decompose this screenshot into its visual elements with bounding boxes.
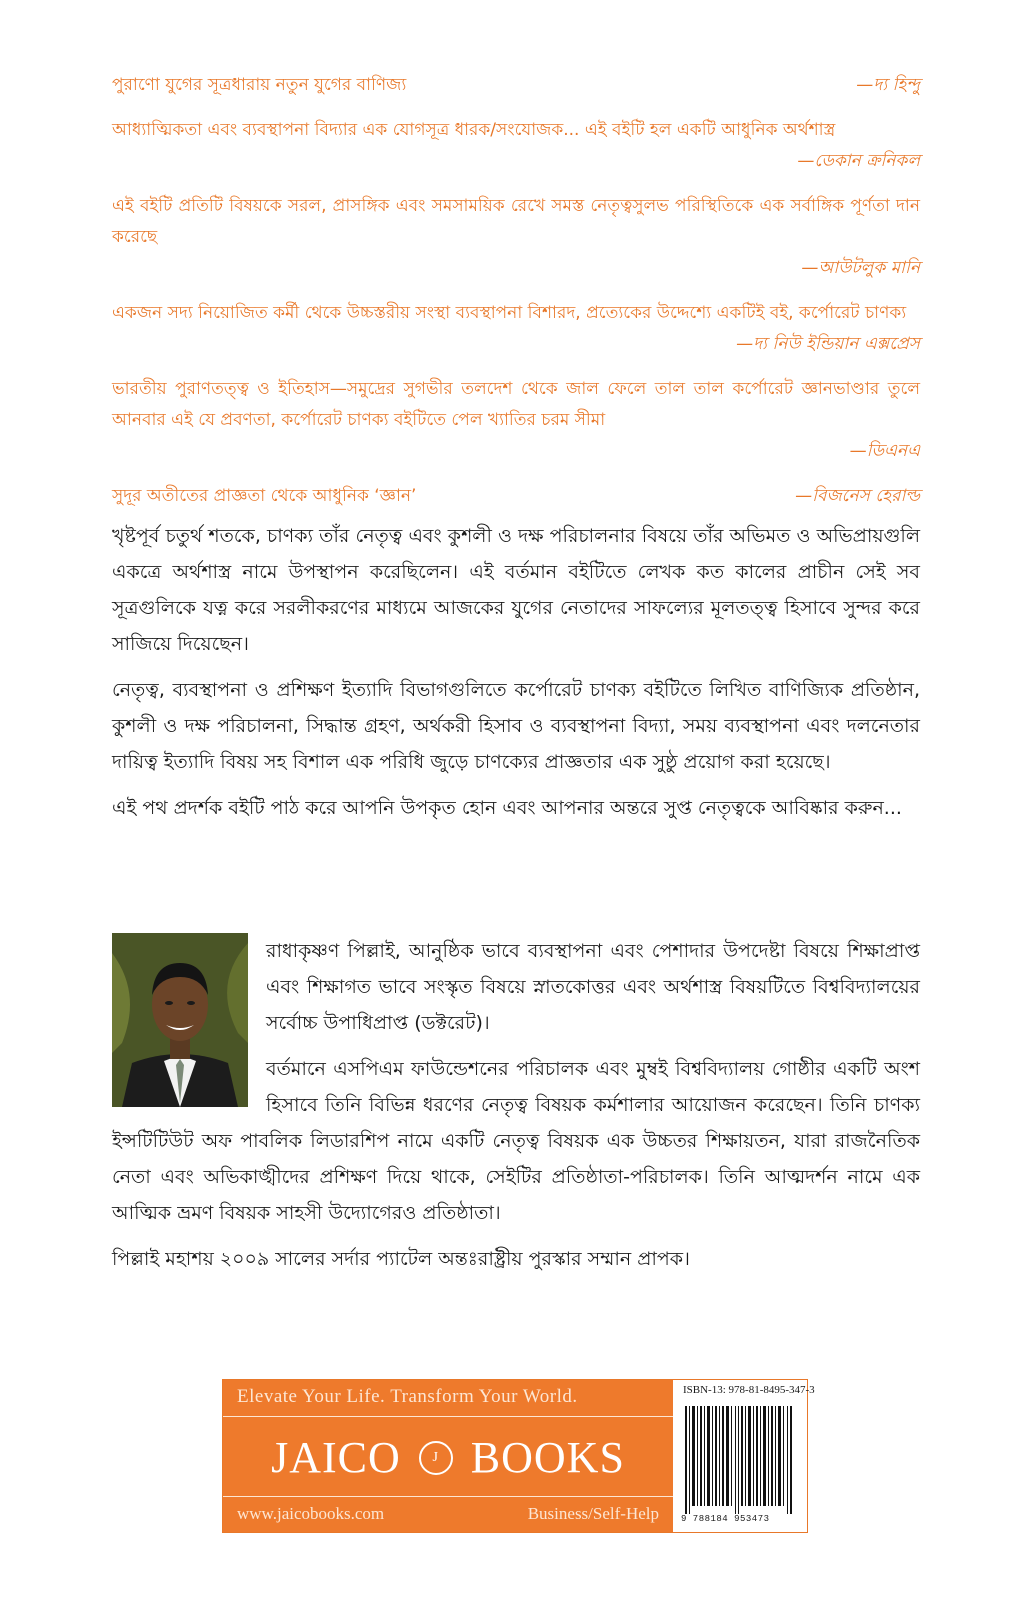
review-source: —আউটলুক মানি [801,258,920,278]
review-source: —দ্য নিউ ইন্ডিয়ান এক্সপ্রেস [736,334,920,354]
isbn-text: ISBN-13: 978-81-8495-347-3 [683,1384,815,1396]
review-6 [112,481,920,512]
author-award: পিল্লাই মহাশয় ২০০৯ সালের সর্দার প্যাটেল অন্তঃরাষ্ট্রীয় পুরস্কার সম্মান প্রাপক। [112,1248,690,1270]
publisher-tagline: Elevate Your Life. Transform Your World. [237,1386,578,1407]
publisher-name-left: JAICO [271,1433,401,1482]
review-quote: সুদূর অতীতের প্রাজ্ঞতা থেকে আধুনিক ‘জ্ঞান’ [112,486,417,506]
review-2 [112,115,920,177]
review-1 [112,70,920,101]
book-category: Business/Self-Help [527,1504,659,1523]
author-section [112,933,920,1287]
reviews-section [112,70,920,526]
description-paragraph-2: নেতৃত্ব, ব্যবস্থাপনা ও প্রশিক্ষণ ইত্যাদি বিভাগগুলিতে কর্পোরেট চাণক্য বইটিতে লিখিত বাণিজ্যিক প্রতিষ্ঠান, কুশলী ও দক্ষ পরিচালনা, সিদ্ধান্ত গ্রহণ, অর্থকরী হিসাব ও ব্যবস্থাপনা বিদ্যা, সময় ব্যবস্থাপনা এবং দলনেতার দায়িত্ব ইত্যাদি বিষয় সহ বিশাল এক পরিধি জুড়ে চাণক্যের প্রাজ্ঞতার এক সুষ্ঠু প্রয়োগ করা হয়েছে। [112,679,920,773]
review-source: —দ্য হিন্দু [856,75,920,95]
review-3 [112,191,920,284]
review-quote: আধ্যাত্মিকতা এবং ব্যবস্থাপনা বিদ্যার এক যোগসূত্র ধারক/সংযোজক... এই বইটি হল একটি আধুনিক অর্থশাস্ত্র [112,120,836,140]
review-quote: একজন সদ্য নিয়োজিত কর্মী থেকে উচ্চস্তরীয় সংস্থা ব্যবস্থাপনা বিশারদ, প্রত্যেকের উদ্দেশ্যে একটিই বই, কর্পোরেট চাণক্য [112,303,907,323]
publisher-block [222,1379,815,1533]
divider [223,1416,673,1417]
author-photo [112,933,248,1107]
review-quote: ভারতীয় পুরাণতত্ত্ব ও ইতিহাস—সমুদ্রের সুগভীর তলদেশ থেকে জাল ফেলে তাল তাল কর্পোরেট জ্ঞানভাণ্ডার তুলে আনবার এই যে প্রবণতা, কর্পোরেট চাণক্য বইটিতে পেল খ্যাতির চরম সীমা [112,379,920,430]
description-paragraph-1: খৃষ্টপূর্ব চতুর্থ শতকে, চাণক্য তাঁর নেতৃত্ব এবং কুশলী ও দক্ষ পরিচালনার বিষয়ে তাঁর অভিমত ও অভিপ্রায়গুলি একত্রে অর্থশাস্ত্র নামে উপস্থাপন করেছিলেন। এই বর্তমান বইটিতে লেখক কত কালের প্রাচীন সেই সব সূত্রগুলিকে যত্ন করে সরলীকরণের মাধ্যমে আজকের যুগের নেতাদের সাফল্যের মূলতত্ত্ব হিসাবে সুন্দর করে সাজিয়ে দিয়েছেন। [112,525,920,655]
review-5 [112,374,920,467]
review-source: —ডিএনএ [849,441,920,461]
publisher-seal-icon: J [419,1441,453,1475]
publisher-url: www.jaicobooks.com [237,1504,385,1523]
book-description [112,518,920,836]
review-quote: পুরাণো যুগের সূত্রধারায় নতুন যুগের বাণিজ্য [112,75,407,95]
review-source: —ডেকান ক্রনিকল [797,151,920,171]
author-portrait-image [112,933,248,1107]
review-source: —বিজনেস হেরাল্ড [795,486,920,506]
barcode-icon [685,1406,793,1514]
divider [223,1496,673,1497]
author-bio-paragraph-1: রাধাকৃষ্ণণ পিল্লাই, আনুষ্ঠিক ভাবে ব্যবস্থাপনা এবং পেশাদার উপদেষ্টা বিষয়ে শিক্ষাপ্রাপ্ত এবং শিক্ষাগত ভাবে সংস্কৃত বিষয়ে স্নাতকোত্তর এবং অর্থশাস্ত্র বিষয়টিতে বিশ্ববিদ্যালয়ের সর্বোচ্চ উপাধিপ্রাপ্ত (ডক্টরেট)। [266,940,920,1034]
publisher-logo-panel [223,1380,673,1532]
author-bio-paragraph-2: বর্তমানে এসপিএম ফাউন্ডেশনের পরিচালক এবং মুম্বই বিশ্ববিদ্যালয় গোষ্ঠীর একটি অংশ হিসাবে তিনি বিভিন্ন ধরণের নেতৃত্ব বিষয়ক কর্মশালার আয়োজন করেছেন। তিনি চাণক্য ইন্সটিটিউট অফ পাবলিক লিডারশিপ নামে একটি নেতৃত্ব বিষয়ক এক উচ্চতর শিক্ষায়তন, যারা রাজনৈতিক নেতা এবং অভিকাঙ্খীদের প্রশিক্ষণ দিয়ে থাকে, সেইটির প্রতিষ্ঠাতা-পরিচালক। তিনি আত্মদর্শন নামে এক আত্মিক ভ্রমণ বিষয়ক সাহসী উদ্যোগেরও প্রতিষ্ঠাতা। [112,1058,920,1224]
barcode-digits: 9 788184 953473 [681,1514,770,1524]
description-paragraph-3: এই পথ প্রদর্শক বইটি পাঠ করে আপনি উপকৃত হোন এবং আপনার অন্তরে সুপ্ত নেতৃত্বকে আবিষ্কার করুন... [112,797,902,819]
review-4 [112,298,920,360]
review-quote: এই বইটি প্রতিটি বিষয়কে সরল, প্রাসঙ্গিক এবং সমসাময়িক রেখে সমস্ত নেতৃত্বসুলভ পরিস্থিতিকে এক সর্বাঙ্গিক পূর্ণতা দান করেছে [112,196,920,247]
publisher-logo [223,1432,673,1483]
isbn-panel [673,1380,815,1532]
publisher-name-right: BOOKS [470,1433,625,1482]
